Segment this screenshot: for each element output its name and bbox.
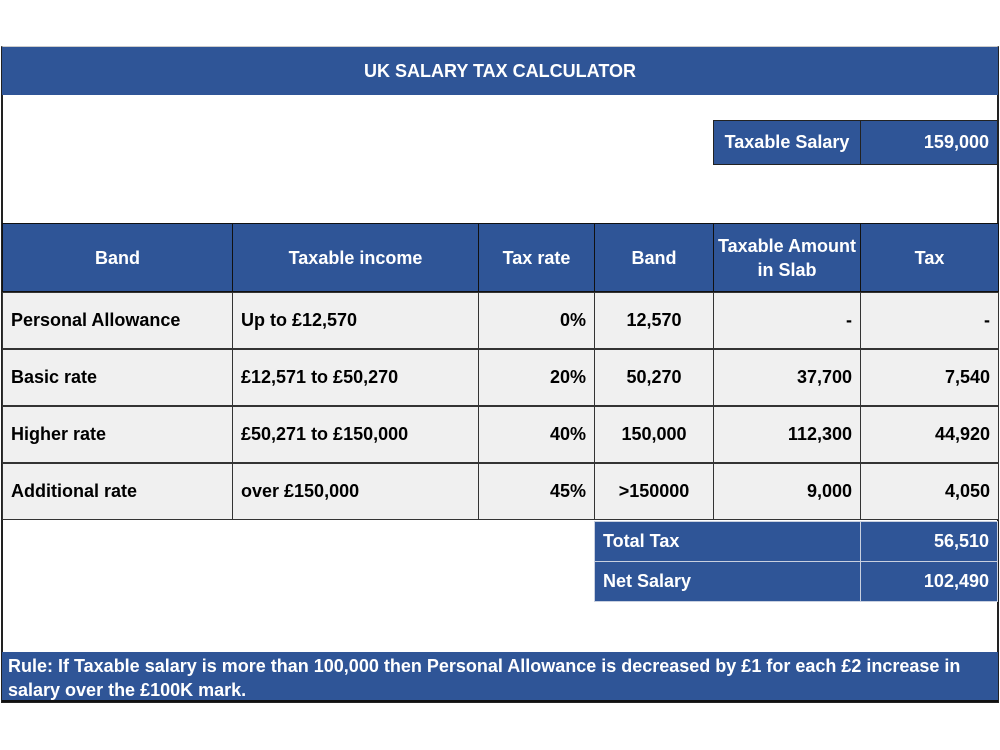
cell-band-limit[interactable]: 150,000 — [594, 406, 714, 463]
cell-tax[interactable]: 7,540 — [860, 349, 999, 406]
cell-tax-rate[interactable]: 40% — [478, 406, 595, 463]
header-band-limit: Band — [594, 223, 714, 292]
taxable-salary-label: Taxable Salary — [713, 120, 861, 165]
cell-taxable-income[interactable]: £50,271 to £150,000 — [232, 406, 479, 463]
taxable-salary-value[interactable]: 159,000 — [860, 120, 998, 165]
cell-band-limit[interactable]: 50,270 — [594, 349, 714, 406]
cell-band[interactable]: Higher rate — [2, 406, 233, 463]
cell-band[interactable]: Basic rate — [2, 349, 233, 406]
cell-taxable-income[interactable]: over £150,000 — [232, 463, 479, 520]
header-band: Band — [2, 223, 233, 292]
total-tax-label: Total Tax — [594, 521, 861, 562]
cell-band-limit[interactable]: 12,570 — [594, 292, 714, 349]
cell-tax[interactable]: - — [860, 292, 999, 349]
rule-note: Rule: If Taxable salary is more than 100,000 then Personal Allowance is decreased by £1 for each £2 increase in salary over the £100K mark. — [2, 652, 998, 702]
cell-tax-rate[interactable]: 0% — [478, 292, 595, 349]
cell-band-limit[interactable]: >150000 — [594, 463, 714, 520]
page-title: UK SALARY TAX CALCULATOR — [2, 47, 998, 95]
header-tax: Tax — [860, 223, 999, 292]
cell-taxable-amount[interactable]: 37,700 — [713, 349, 861, 406]
cell-tax[interactable]: 44,920 — [860, 406, 999, 463]
cell-band[interactable]: Additional rate — [2, 463, 233, 520]
cell-taxable-income[interactable]: Up to £12,570 — [232, 292, 479, 349]
cell-tax[interactable]: 4,050 — [860, 463, 999, 520]
cell-tax-rate[interactable]: 20% — [478, 349, 595, 406]
cell-taxable-amount[interactable]: 112,300 — [713, 406, 861, 463]
cell-taxable-amount[interactable]: 9,000 — [713, 463, 861, 520]
header-taxable-income: Taxable income — [232, 223, 479, 292]
cell-band[interactable]: Personal Allowance — [2, 292, 233, 349]
cell-taxable-amount[interactable]: - — [713, 292, 861, 349]
net-salary-label: Net Salary — [594, 561, 861, 602]
header-taxable-amount: Taxable Amount in Slab — [713, 223, 861, 292]
cell-taxable-income[interactable]: £12,571 to £50,270 — [232, 349, 479, 406]
total-tax-value: 56,510 — [860, 521, 998, 562]
header-tax-rate: Tax rate — [478, 223, 595, 292]
net-salary-value: 102,490 — [860, 561, 998, 602]
cell-tax-rate[interactable]: 45% — [478, 463, 595, 520]
